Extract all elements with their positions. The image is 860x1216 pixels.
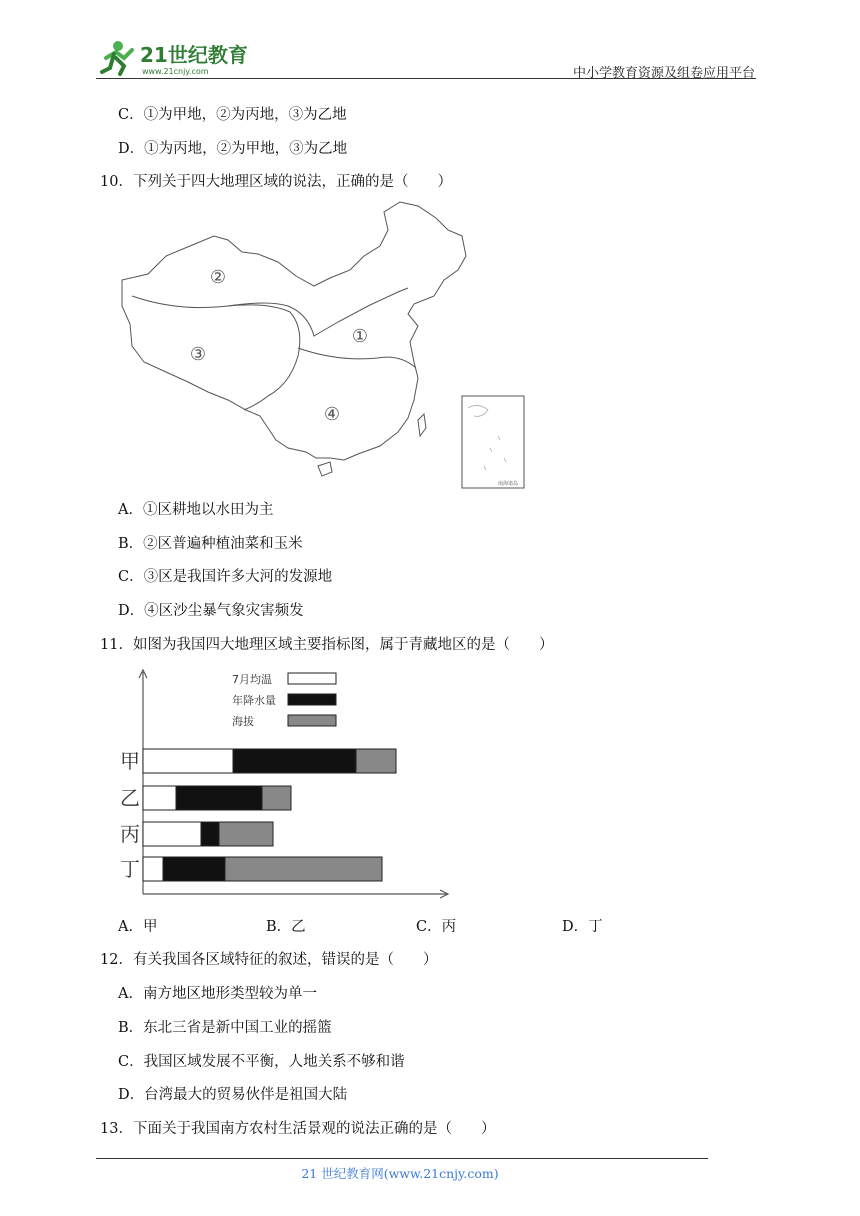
bar-segment (219, 822, 273, 846)
inset-label: 南海诸岛 (497, 481, 519, 487)
china-outline (122, 202, 466, 460)
q12-option-a: A．南方地区地形类型较为单一 (118, 986, 317, 1002)
q12-option-d: D．台湾最大的贸易伙伴是祖国大陆 (118, 1087, 348, 1103)
bar-segment (163, 857, 225, 881)
q11-option-a: A．甲 (118, 919, 158, 935)
footer-source: 21 世纪教育网(www.21cnjy.com) (301, 1166, 499, 1181)
bar-segment (262, 786, 291, 810)
map-label-4: ④ (323, 404, 341, 425)
q11-stem: 11．如图为我国四大地理区域主要指标图，属于青藏地区的是（ ） (100, 637, 554, 653)
site-logo (96, 36, 256, 78)
category-label: 甲 (120, 749, 140, 773)
logo-url: www.21cnjy.com (142, 67, 209, 76)
q10-option-a: A．①区耕地以水田为主 (118, 502, 274, 518)
q10-option-d: D．④区沙尘暴气象灾害频发 (118, 603, 304, 619)
taiwan (418, 414, 426, 436)
header-divider (96, 78, 756, 79)
china-regions-map (118, 196, 528, 490)
q10-option-b: B．②区普遍种植油菜和玉米 (118, 536, 303, 552)
bar-segment (356, 749, 396, 773)
bar-segment (225, 857, 382, 881)
q11-option-d: D．丁 (562, 919, 603, 935)
region-boundary-north-south (298, 348, 416, 368)
bar-segment (176, 786, 262, 810)
logo-text: 21世纪教育 (140, 43, 248, 67)
bar-segment (201, 822, 219, 846)
legend-swatch (288, 715, 336, 726)
q11-option-b: B．乙 (266, 919, 306, 935)
map-label-2: ② (209, 267, 227, 288)
region-boundary-qingzang (228, 305, 300, 410)
category-label: 丁 (120, 857, 140, 881)
legend-swatch (288, 694, 336, 705)
legend-label: 海拔 (232, 715, 254, 728)
bar-segment (143, 749, 233, 773)
q12-option-b: B．东北三省是新中国工业的摇篮 (118, 1020, 332, 1036)
footer-divider (96, 1158, 708, 1159)
map-label-3: ③ (189, 344, 207, 365)
q9-option-c: C．①为甲地，②为丙地，③为乙地 (118, 107, 347, 123)
q10-stem: 10．下列关于四大地理区域的说法，正确的是（ ） (100, 174, 452, 190)
bar-segment (143, 822, 201, 846)
category-label: 丙 (120, 822, 140, 846)
region-indicator-chart (118, 664, 458, 904)
runner-icon (102, 41, 132, 74)
legend-label: 7月均温 (232, 673, 272, 686)
bar-segment (143, 786, 176, 810)
q12-option-c: C．我国区域发展不平衡，人地关系不够和谐 (118, 1054, 405, 1070)
bar-segment (143, 857, 163, 881)
legend-label: 年降水量 (232, 694, 276, 707)
q10-option-c: C．③区是我国许多大河的发源地 (118, 569, 333, 585)
legend-swatch (288, 673, 336, 684)
q12-stem: 12．有关我国各区域特征的叙述，错误的是（ ） (100, 952, 438, 968)
q13-stem: 13．下面关于我国南方农村生活景观的说法正确的是（ ） (100, 1121, 496, 1137)
q11-option-c: C．丙 (416, 919, 457, 935)
bar-segment (233, 749, 356, 773)
hainan (318, 462, 332, 476)
map-label-1: ① (351, 326, 369, 347)
south-sea-inset (462, 396, 524, 488)
category-label: 乙 (120, 786, 140, 810)
platform-title: 中小学教育资源及组卷应用平台 (572, 66, 755, 81)
q9-option-d: D．①为丙地，②为甲地，③为乙地 (118, 141, 348, 157)
